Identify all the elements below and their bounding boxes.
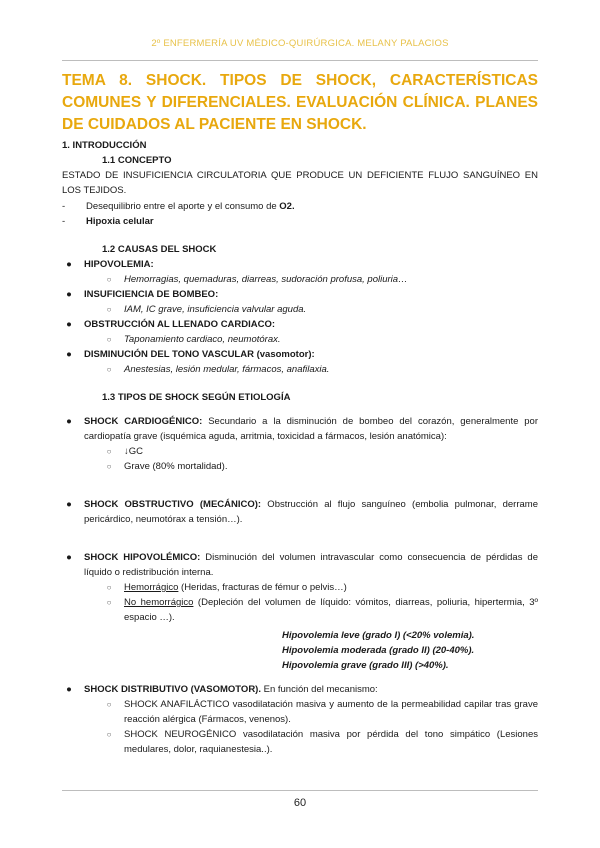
list-item: [62, 414, 538, 444]
subsection-heading-causes: 1.2 CAUSAS DEL SHOCK: [102, 244, 217, 255]
shock-type-distributive: SHOCK DISTRIBUTIVO (VASOMOTOR). En función del mecanismo:: [84, 684, 378, 695]
sub-item-text: SHOCK NEUROGÉNICO vasodilatación masiva por pérdida del tono simpático (Lesiones medulares, dolor, raquianestesia..).: [124, 729, 538, 755]
cause-detail: IAM, IC grave, insuficiencia valvular aguda.: [124, 304, 307, 315]
circle-marker: ○: [106, 305, 112, 314]
sub-item-text: ↓GC: [124, 446, 143, 457]
list-item-text: Desequilibrio entre el aporte y el consumo de O2.: [86, 201, 295, 212]
list-item-text: Hipoxia celular: [86, 216, 154, 227]
list-item: [62, 550, 538, 580]
header-divider: [62, 60, 538, 61]
shock-type-cardiogenic: SHOCK CARDIOGÉNICO: Secundario a la disminución de bombeo del corazón, generalmente por cardiopatía grave (isquémica aguda, arritmia, toxicidad a fármacos, lesión anatómica):: [84, 416, 538, 442]
concept-paragraph: ESTADO DE INSUFICIENCIA CIRCULATORIA QUE PRODUCE UN DEFICIENTE FLUJO SANGUÍNEO EN LOS TEJIDOS.: [62, 170, 538, 196]
list-item: [62, 287, 538, 302]
list-item: [62, 580, 538, 595]
dash-marker: -: [62, 216, 66, 227]
sub-item-text: Hemorrágico (Heridas, fracturas de fémur o pelvis…): [124, 582, 347, 593]
bullet-marker: ●: [66, 552, 72, 563]
list-item: [62, 497, 538, 527]
circle-marker: ○: [106, 583, 112, 592]
list-item: [62, 272, 538, 287]
bullet-marker: ●: [66, 499, 72, 510]
page-number: 60: [293, 797, 307, 809]
bullet-marker: ●: [66, 319, 72, 330]
cause-detail: Taponamiento cardiaco, neumotórax.: [124, 334, 281, 345]
running-header: 2º ENFERMERÍA UV MÉDICO-QUIRÚRGICA. MELANY PALACIOS: [151, 38, 449, 49]
list-item: [62, 347, 538, 362]
grade-line: Hipovolemia moderada (grado II) (20-40%).: [282, 645, 475, 656]
circle-marker: ○: [106, 275, 112, 284]
list-item: [62, 214, 538, 229]
circle-marker: ○: [106, 700, 112, 709]
shock-type-hypovolemic: SHOCK HIPOVOLÉMICO: Disminución del volumen intravascular como consecuencia de pérdidas de líquido o redistribución interna.: [84, 552, 538, 578]
circle-marker: ○: [106, 598, 112, 607]
circle-marker: ○: [106, 447, 112, 456]
bullet-marker: ●: [66, 259, 72, 270]
circle-marker: ○: [106, 365, 112, 374]
chapter-title: TEMA 8. SHOCK. TIPOS DE SHOCK, CARACTERÍSTICAS COMUNES Y DIFERENCIALES. EVALUACIÓN CLÍNICA. PLANES DE CUIDADOS AL PACIENTE EN SHOCK.: [62, 72, 538, 133]
page-body: [62, 138, 538, 757]
list-item: [62, 317, 538, 332]
shock-type-obstructive: SHOCK OBSTRUCTIVO (MECÁNICO): Obstrucción al flujo sanguíneo (embolia pulmonar, derrame pericárdico, neumotórax a tensión…).: [84, 499, 538, 525]
section-heading-intro: 1. INTRODUCCIÓN: [62, 140, 147, 151]
subsection-heading-concept: 1.1 CONCEPTO: [102, 155, 172, 166]
list-item: [62, 257, 538, 272]
list-item: [62, 444, 538, 459]
cause-label: HIPOVOLEMIA:: [84, 259, 154, 270]
causes-list: [62, 257, 538, 377]
list-item: [62, 302, 538, 317]
list-item: [62, 332, 538, 347]
bullet-marker: ●: [66, 349, 72, 360]
grade-line: Hipovolemia grave (grado III) (>40%).: [282, 660, 449, 671]
list-item: [62, 595, 538, 625]
subsection-heading-types: 1.3 TIPOS DE SHOCK SEGÚN ETIOLOGÍA: [102, 392, 291, 403]
circle-marker: ○: [106, 462, 112, 471]
list-item: [62, 362, 538, 377]
bullet-marker: ●: [66, 416, 72, 427]
sub-item-text: SHOCK ANAFILÁCTICO vasodilatación masiva y aumento de la permeabilidad capilar tras grave reacción alérgica (Fármacos, venenos).: [124, 699, 538, 725]
list-item: [62, 727, 538, 757]
sub-item-text: No hemorrágico (Depleción del volumen de líquido: vómitos, diarreas, poliuria, hipertermia, 3º espacio …).: [124, 597, 538, 623]
cause-detail: Hemorragias, quemaduras, diarreas, sudoración profusa, poliuria…: [124, 274, 408, 285]
circle-marker: ○: [106, 335, 112, 344]
circle-marker: ○: [106, 730, 112, 739]
cause-label: OBSTRUCCIÓN AL LLENADO CARDIACO:: [84, 319, 276, 330]
list-item: [62, 682, 538, 697]
cause-label: INSUFICIENCIA DE BOMBEO:: [84, 289, 219, 300]
grade-line: Hipovolemia leve (grado I) (<20% volemia).: [282, 630, 475, 641]
footer-divider: [62, 790, 538, 791]
dash-marker: -: [62, 201, 66, 212]
sub-item-text: Grave (80% mortalidad).: [124, 461, 228, 472]
bullet-marker: ●: [66, 289, 72, 300]
list-item: [62, 199, 538, 214]
cause-label: DISMINUCIÓN DEL TONO VASCULAR (vasomotor):: [84, 349, 315, 360]
cause-detail: Anestesias, lesión medular, fármacos, anafilaxia.: [124, 364, 330, 375]
bullet-marker: ●: [66, 684, 72, 695]
hypovolemia-grades: [62, 628, 538, 673]
list-item: [62, 697, 538, 727]
list-item: [62, 459, 538, 474]
